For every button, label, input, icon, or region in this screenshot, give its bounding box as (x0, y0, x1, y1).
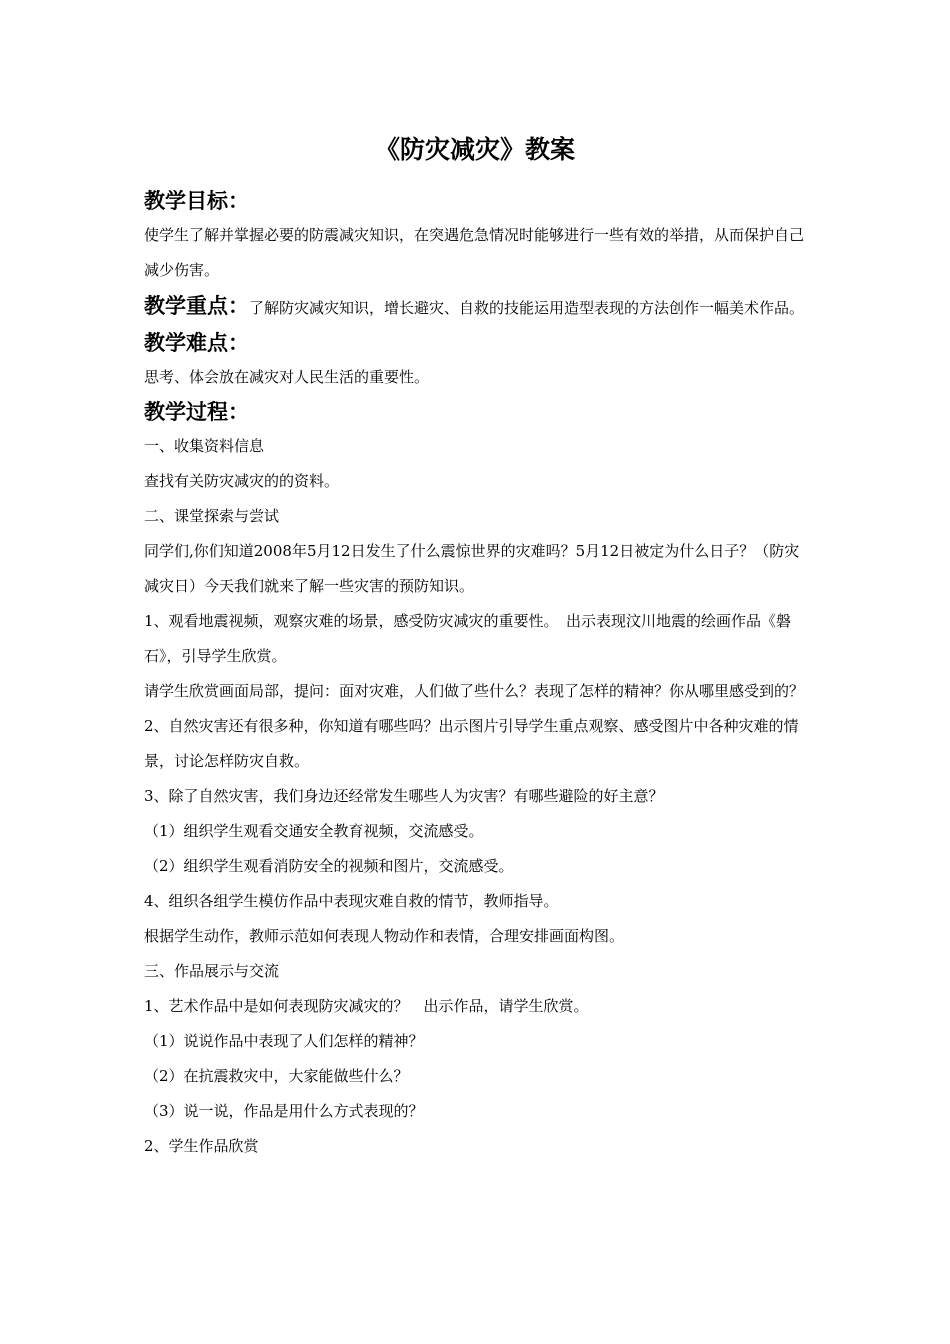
process-line: 1、观看地震视频，观察灾难的场景，感受防灾减灾的重要性。 出示表现汶川地震的绘画作品《磐石》，引导学生欣赏。 (144, 612, 792, 665)
process-line: 4、组织各组学生模仿作品中表现灾难自救的情节，教师指导。 (144, 892, 559, 910)
process-line: 同学们,你们知道2008年5月12日发生了什么震惊世界的灾难吗？5月12日被定为什么日子？（防灾减灾日）今天我们就来了解一些灾害的预防知识。 (144, 542, 800, 595)
process-line: （2）组织学生观看消防安全的视频和图片，交流感受。 (144, 857, 514, 875)
key-point-paragraph (144, 288, 812, 326)
process-line: （2）在抗震救灾中，大家能做些什么？ (144, 1067, 409, 1085)
process-line: 二、课堂探索与尝试 (144, 507, 280, 525)
process-line: （1）说说作品中表现了人们怎样的精神？ (144, 1032, 424, 1050)
section-heading-key: 教学重点： (144, 293, 249, 318)
process-line: 2、自然灾害还有很多种，你知道有哪些吗？出示图片引导学生重点观察、感受图片中各种灾难的情景，讨论怎样防灾自救。 (144, 717, 799, 770)
process-line: 请学生欣赏画面局部，提问：面对灾难，人们做了些什么？表现了怎样的精神？你从哪里感受到的？ (144, 682, 805, 700)
process-line: 三、作品展示与交流 (144, 962, 280, 980)
key-text: 了解防灾减灾知识，增长避灾、自救的技能运用造型表现的方法创作一幅美术作品。 (249, 299, 805, 317)
process-line: 1、艺术作品中是如何表现防灾减灾的？ 出示作品，请学生欣赏。 (144, 997, 589, 1015)
process-line: 2、学生作品欣赏 (144, 1137, 259, 1155)
document-body (144, 184, 812, 1164)
section-heading-goal: 教学目标： (144, 188, 249, 213)
process-line: 3、除了自然灾害，我们身边还经常发生哪些人为灾害？有哪些避险的好主意？ (144, 787, 664, 805)
process-line: （3）说一说，作品是用什么方式表现的？ (144, 1102, 424, 1120)
section-heading-process: 教学过程： (144, 399, 249, 424)
process-line: 查找有关防灾减灾的的资料。 (144, 472, 340, 490)
section-heading-difficulty: 教学难点： (144, 330, 249, 355)
process-line: （1）组织学生观看交通安全教育视频，交流感受。 (144, 822, 484, 840)
process-line: 根据学生动作，教师示范如何表现人物动作和表情，合理安排画面构图。 (144, 927, 625, 945)
difficulty-text: 思考、体会放在减灾对人民生活的重要性。 (144, 368, 430, 386)
goal-text: 使学生了解并掌握必要的防震减灾知识，在突遇危急情况时能够进行一些有效的举措，从而保护自己减少伤害。 (144, 226, 805, 279)
process-line: 一、收集资料信息 (144, 437, 265, 455)
page-title: 《防灾减灾》教案 (374, 135, 575, 164)
